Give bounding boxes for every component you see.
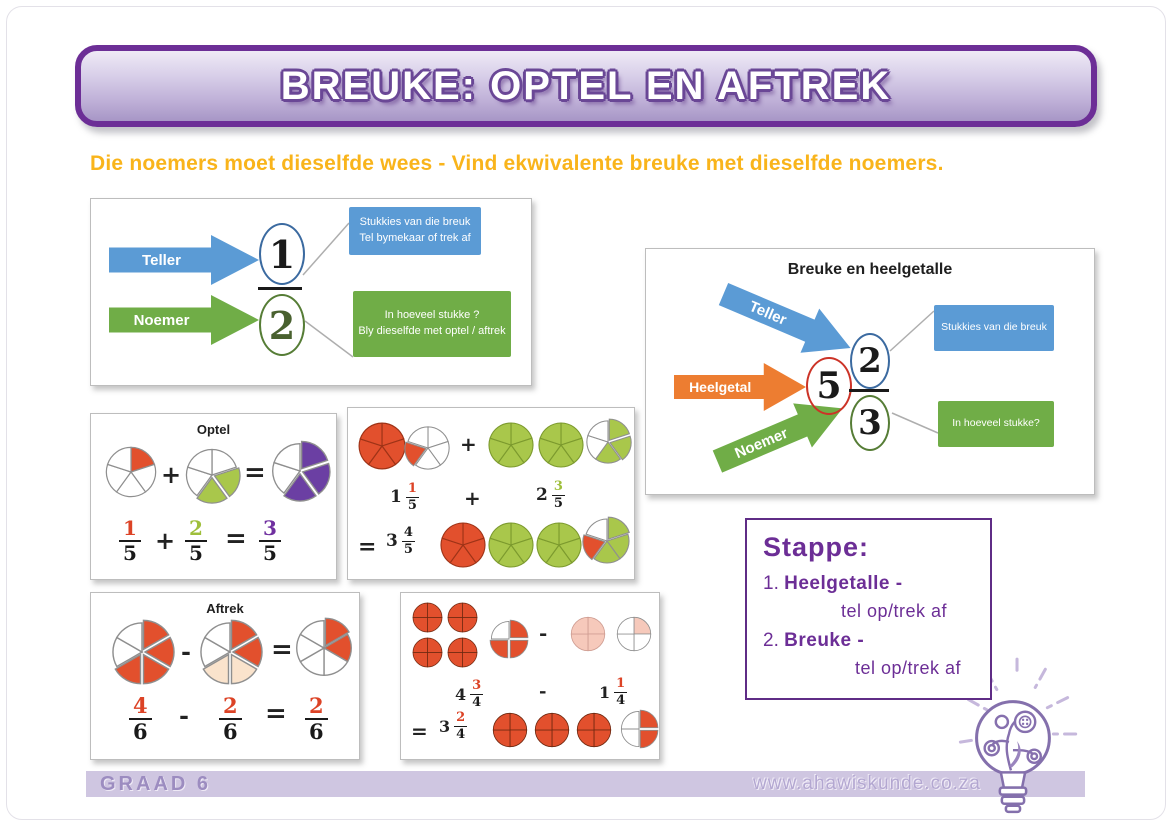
pie-chart-whole-green (534, 520, 584, 570)
fraction-a: $\frac{1}{5}$ (119, 518, 141, 564)
stappe-item-2 (763, 630, 974, 652)
noemer-arrow (109, 295, 259, 345)
stappe-item-1 (763, 573, 974, 595)
pie-chart-whole-red (356, 420, 408, 472)
stappe-item-label: Heelgetalle - (784, 573, 903, 594)
pie-chart-whole-green (486, 520, 536, 570)
stappe-box (745, 518, 992, 700)
stappe-item-number: 2. (763, 630, 779, 651)
pie-chart-two-sixths-removed (197, 619, 263, 685)
teller-arrow (714, 272, 860, 370)
noemer-arrow-label: Noemer (133, 311, 190, 329)
plus-operator: + (161, 460, 182, 489)
noemer-arrow-label: Noemer (732, 424, 791, 462)
pie-chart-four-fifths (582, 516, 632, 566)
mixed-number-result: 3 $\frac{2}{4}$ (439, 710, 466, 742)
fraction-b: $\frac{2}{6}$ (219, 695, 242, 743)
plus-operator: + (460, 432, 477, 456)
pie-chart-two-fifths (183, 446, 241, 504)
mixed-number-a: 4 $\frac{3}{4}$ (455, 678, 482, 710)
pie-chart-three-fifths (269, 440, 331, 502)
pie-chart-whole-red (411, 601, 444, 634)
teller-note-line2: Tel bymekaar of trek af (359, 232, 471, 244)
page-title: BREUKE: OPTEL EN AFTREK (280, 63, 892, 108)
pie-chart-whole-red (533, 711, 571, 749)
pie-chart-one-fifth (404, 424, 452, 472)
pie-chart-whole-red (411, 636, 444, 669)
plus-operator: + (464, 486, 481, 510)
heelgetal-arrow (674, 363, 806, 411)
mixed-number-b: 2 $\frac{3}{5}$ (536, 479, 563, 511)
pie-chart-whole-red (446, 636, 479, 669)
stappe-item-label: Breuke - (784, 630, 865, 651)
fraction-result: $\frac{3}{5}$ (259, 518, 281, 564)
teller-arrow-label: Teller (746, 297, 790, 329)
aftrek-title: Aftrek (206, 601, 244, 616)
equals-operator: = (358, 534, 377, 560)
optel-panel (90, 413, 337, 580)
equals-operator: = (244, 458, 266, 488)
stappe-item-1-detail: tel op/trek af (841, 601, 948, 621)
pie-chart-three-fifths (584, 418, 632, 466)
teller-note (934, 305, 1054, 351)
numerator-value: 1 (259, 223, 305, 285)
fraction-parts-panel (90, 198, 532, 386)
minus-operator: - (181, 637, 191, 666)
optel-title: Optel (196, 422, 231, 437)
minus-operator: - (539, 681, 547, 702)
whole-number-value: 5 (806, 357, 852, 415)
optel-mixed-panel (347, 407, 635, 580)
pie-chart-one-fifth (103, 444, 159, 500)
teller-note-line1: Stukkies van die breuk (359, 216, 471, 229)
mixed-number-result: 3 $\frac{4}{5}$ (386, 525, 413, 557)
equals-operator: = (265, 699, 287, 729)
subtitle-text: Die noemers moet dieselfde wees - Vind ekwivalente breuke met dieselfde noemers. (90, 152, 944, 175)
pie-chart-whole-green (486, 420, 536, 470)
noemer-note-text: In hoeveel stukke? (952, 417, 1040, 430)
mixed-number-a: 1 $\frac{1}{5}$ (390, 481, 417, 513)
footer-bar (86, 771, 1085, 797)
pie-chart-whole-red (438, 520, 488, 570)
noemer-note-line2: Bly dieselfde met optel / aftrek (358, 325, 506, 337)
pie-chart-three-quarters (489, 619, 529, 659)
fraction-bar (258, 287, 302, 290)
noemer-note (353, 291, 511, 357)
pie-chart-two-quarters (619, 709, 659, 749)
heelgetal-arrow-label: Heelgetal (689, 379, 752, 395)
title-banner (75, 45, 1097, 127)
equals-operator: = (271, 635, 293, 665)
fraction-bar (849, 389, 889, 392)
stappe-item-number: 1. (763, 573, 779, 594)
equals-operator: = (411, 719, 428, 743)
grade-label: GRAAD 6 (100, 772, 212, 795)
pie-chart-one-quarter-pale (615, 615, 653, 653)
pie-chart-four-sixths (109, 619, 175, 685)
denominator-value: 2 (259, 294, 305, 356)
mixed-number-b: 1 $\frac{1}{4}$ (599, 676, 626, 708)
teller-arrow-label: Teller (142, 251, 181, 269)
stappe-title: Stappe: (763, 532, 870, 562)
fraction-a: $\frac{4}{6}$ (129, 695, 152, 743)
teller-arrow (109, 235, 259, 285)
teller-note (349, 207, 481, 255)
fraction-result: $\frac{2}{6}$ (305, 695, 328, 743)
pie-chart-whole-red (446, 601, 479, 634)
pie-chart-two-sixths (293, 617, 355, 679)
equals-operator: = (225, 524, 247, 554)
pie-chart-whole-green (536, 420, 586, 470)
mixed-panel-title: Breuke en heelgetalle (787, 261, 953, 278)
teller-note-text: Stukkies van die breuk (941, 321, 1047, 334)
fraction-b: $\frac{2}{5}$ (185, 518, 207, 564)
denominator-value: 3 (850, 395, 890, 451)
mixed-number-panel (645, 248, 1095, 495)
minus-operator: - (539, 621, 548, 645)
pie-chart-whole-red (491, 711, 529, 749)
pie-chart-whole-pale (569, 615, 607, 653)
noemer-note-line1: In hoeveel stukke ? (384, 309, 480, 322)
stappe-item-2-detail: tel op/trek af (855, 658, 962, 678)
minus-operator: - (179, 701, 189, 730)
noemer-note (938, 401, 1054, 447)
aftrek-mixed-panel (400, 592, 660, 760)
numerator-value: 2 (850, 333, 890, 389)
plus-operator: + (155, 526, 176, 555)
aftrek-panel (90, 592, 360, 760)
website-url: www.ahawiskunde.co.za (753, 773, 981, 794)
pie-chart-whole-red (575, 711, 613, 749)
